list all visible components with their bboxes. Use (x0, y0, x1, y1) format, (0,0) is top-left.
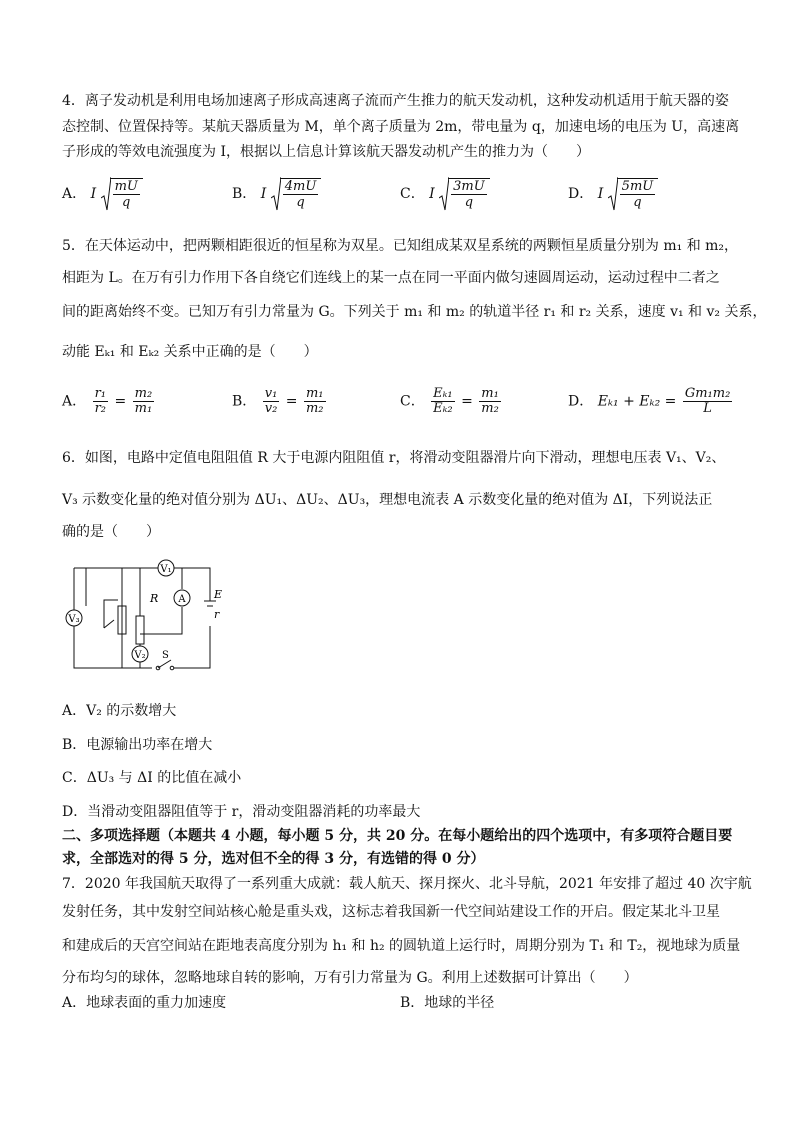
q6-option-c[interactable]: C．ΔU₃ 与 ΔI 的比值在减小 (62, 770, 242, 786)
sqrt-symbol: 5mU q (608, 176, 659, 212)
q5-line4: 动能 Eₖ₁ 和 Eₖ₂ 关系中正确的是（ ） (62, 344, 318, 360)
q4-line2: 态控制、位置保持等。某航天器质量为 M，单个离子质量为 2m，带电量为 q，加速电场的电压为 U，高速离 (62, 119, 740, 135)
q5-option-c[interactable]: C． $\frac{\text{Eₖ₁}}{\text{Eₖ₂}}$ = $\frac{\text{m₁}}{\text{m₂}}$ (400, 386, 499, 416)
q6-option-d[interactable]: D．当滑动变阻器阻值等于 r，滑动变阻器消耗的功率最大 (62, 804, 421, 820)
q7-option-a[interactable]: A．地球表面的重力加速度 (62, 995, 227, 1011)
q6-option-b[interactable]: B．电源输出功率在增大 (62, 737, 213, 753)
ammeter-a-icon (174, 590, 190, 606)
q5-option-b[interactable]: B． $\frac{\text{v₁}}{\text{v₂}}$ = $\frac{\text{m₁}}{\text{m₂}}$ (232, 386, 324, 416)
sqrt-symbol: 4mU q (271, 176, 322, 212)
svg-text:V₃: V₃ (68, 614, 80, 625)
q4-option-d[interactable]: D． I 5mU q (568, 176, 658, 212)
q4-line3: 子形成的等效电流强度为 I，根据以上信息计算该航天器发动机产生的推力为（ ） (62, 144, 590, 160)
sqrt-symbol: mU q (101, 176, 143, 212)
q4-option-b[interactable]: B． I 4mU q (232, 176, 321, 212)
emf-e-label: E (214, 588, 222, 601)
voltmeter-v1-icon (158, 560, 174, 576)
q4-option-a[interactable]: A． I mU q (62, 176, 143, 212)
q4-line1: 4．离子发动机是利用电场加速离子形成高速离子流而产生推力的航天发动机，这种发动机适用于航天器的姿 (62, 93, 729, 109)
voltmeter-v2-icon (132, 646, 148, 662)
q6-line1: 6．如图，电路中定值电阻阻值 R 大于电源内阻阻值 r，将滑动变阻器滑片向下滑动，理想电压表 V₁、V₂、 (62, 450, 726, 466)
voltmeter-v3-icon (66, 610, 82, 626)
q5-option-d[interactable]: D． Eₖ₁ + Eₖ₂ = $\frac{\text{Gm₁m₂}}{L}$ (568, 386, 731, 416)
q4-option-c[interactable]: C． I 3mU q (400, 176, 490, 212)
q6-option-a[interactable]: A．V₂ 的示数增大 (62, 703, 177, 719)
circuit-diagram (62, 556, 222, 676)
q7-line4: 分布均匀的球体，忽略地球自转的影响，万有引力常量为 G。利用上述数据可计算出（ ） (62, 970, 638, 986)
q7-option-b[interactable]: B．地球的半径 (400, 995, 495, 1011)
resistor-r-label: R (150, 592, 159, 605)
svg-text:A: A (178, 594, 186, 605)
q5-line2: 相距为 L。在万有引力作用下各自绕它们连线上的某一点在同一平面内做匀速圆周运动，运动过程中二者之 (62, 270, 720, 286)
q5-option-a[interactable]: A． $\frac{\text{r₁}}{\text{r₂}}$ = $\frac{\text{m₂}}{\text{m₁}}$ (62, 386, 153, 416)
q7-line2: 发射任务，其中发射空间站核心舱是重头戏，这标志着我国新一代空间站建设工作的开启。假定某北斗卫星 (62, 904, 720, 920)
sqrt-symbol: 3mU q (439, 176, 490, 212)
svg-text:V₁: V₁ (160, 564, 172, 575)
section2-heading-line2: 求，全部选对的得 5 分，选对但不全的得 3 分，有选错的得 0 分） (62, 851, 485, 867)
switch-s-label: S (162, 650, 169, 661)
q5-line3: 间的距离始终不变。已知万有引力常量为 G。下列关于 m₁ 和 m₂ 的轨道半径 r₁ 和 r₂ 关系，速度 v₁ 和 v₂ 关系， (62, 304, 767, 320)
svg-text:V₂: V₂ (134, 650, 146, 661)
q6-line3: 确的是（ ） (62, 524, 160, 540)
q6-line2: V₃ 示数变化量的绝对值分别为 ΔU₁、ΔU₂、ΔU₃，理想电流表 A 示数变化量的绝对值为 ΔI，下列说法正 (62, 492, 713, 508)
q7-line1: 7．2020 年我国航天取得了一系列重大成就：载人航天、探月探火、北斗导航，2021 年安排了超过 40 次宇航 (62, 876, 752, 892)
q7-line3: 和建成后的天宫空间站在距地表高度分别为 h₁ 和 h₂ 的圆轨道上运行时，周期分别为 T₁ 和 T₂，视地球为质量 (62, 938, 741, 954)
section2-heading-line1: 二、多项选择题（本题共 4 小题，每小题 5 分，共 20 分。在每小题给出的四个选项中，有多项符合题目要 (62, 828, 733, 844)
q5-line1: 5．在天体运动中，把两颗相距很近的恒星称为双星。已知组成某双星系统的两颗恒星质量分别为 m₁ 和 m₂， (62, 238, 739, 254)
internal-r-label: r (214, 608, 220, 621)
